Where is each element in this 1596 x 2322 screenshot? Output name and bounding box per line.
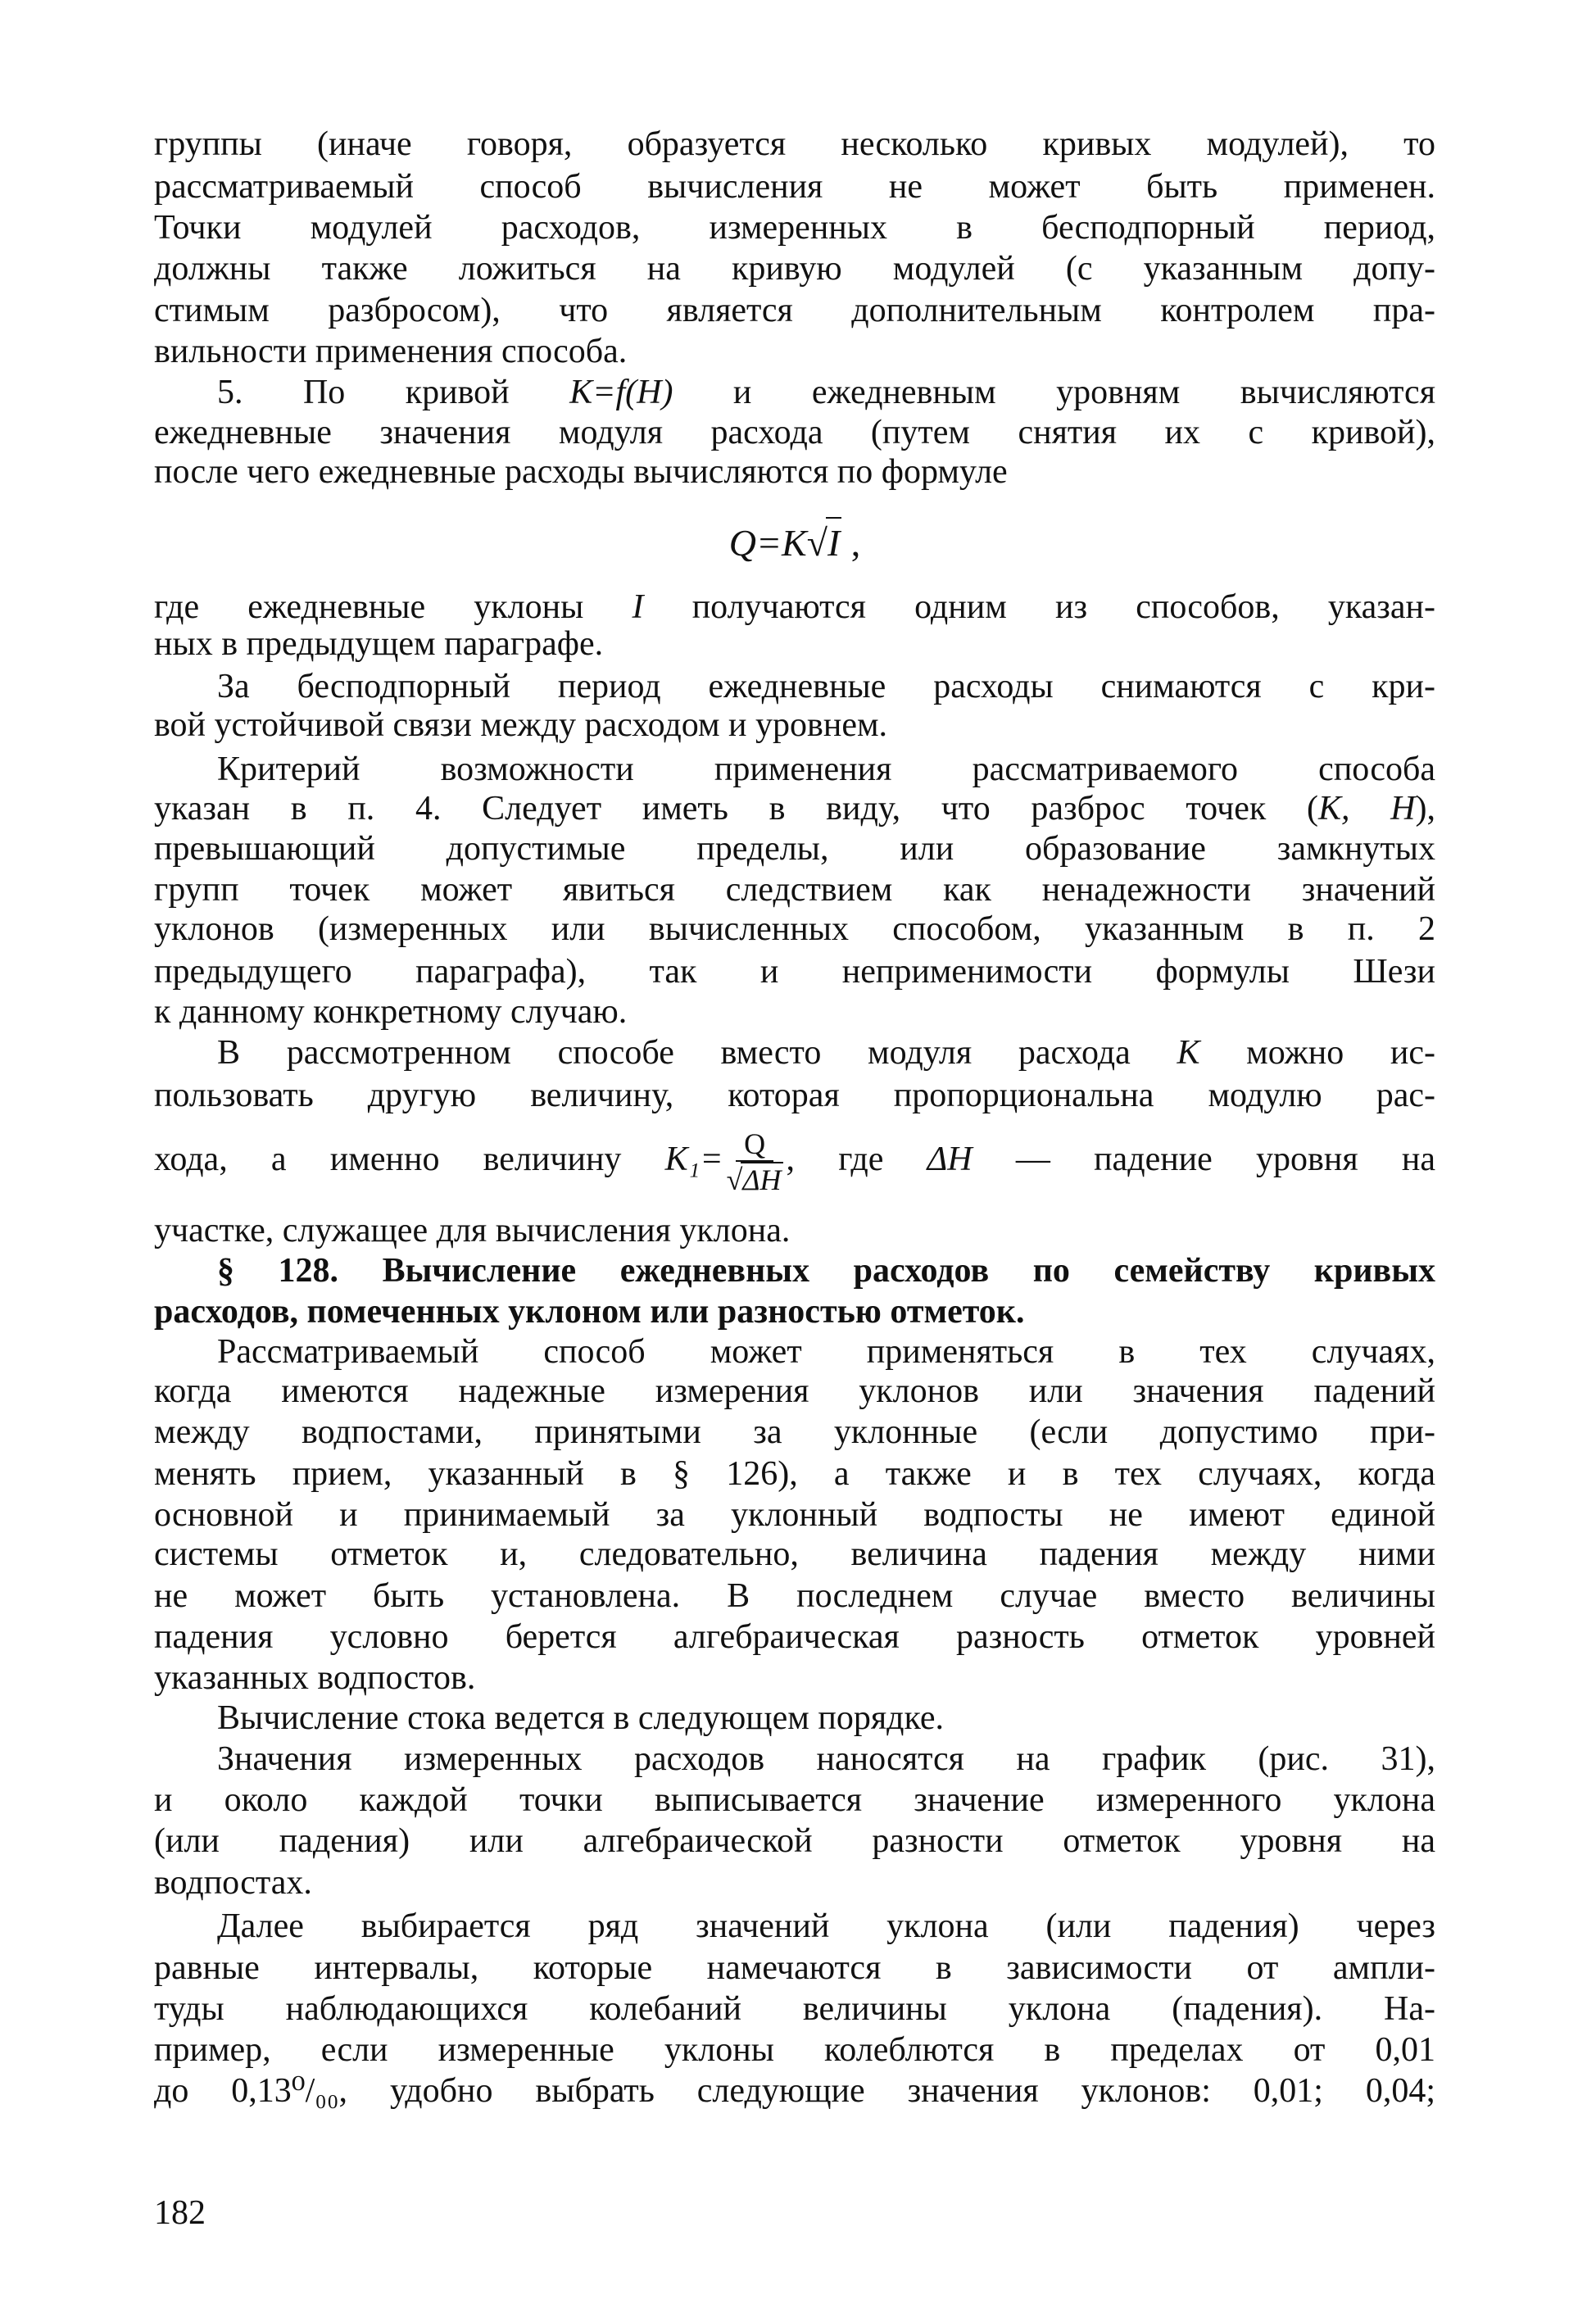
- text-line: Рассматриваемый способ может применяться в тех случаях,: [217, 1333, 1435, 1371]
- text-line: групп точек может явиться следствием как ненадежности значений: [154, 871, 1435, 909]
- text-line: между водпостами, принятыми за уклонные (если допустимо при-: [154, 1413, 1435, 1451]
- math-italic: ΔH: [927, 1141, 973, 1178]
- text-line: и около каждой точки выписывается значение измеренного уклона: [154, 1781, 1435, 1819]
- fraction-numerator: Q: [736, 1127, 773, 1162]
- text-line: Далее выбирается ряд значений уклона (или падения) через: [217, 1907, 1435, 1945]
- text-line: до 0,13⁰/₀₀, удобно выбрать следующие значения уклонов: 0,01; 0,04;: [154, 2072, 1435, 2110]
- text-line: Критерий возможности применения рассматриваемого способа: [217, 751, 1435, 788]
- text-span: и ежедневным уровням вычисляются: [673, 374, 1436, 411]
- text-span: получаются одним из способов, указан-: [643, 588, 1435, 626]
- text-line: превышающий допустимые пределы, или образование замкнутых: [154, 830, 1435, 868]
- text-line: вой устойчивой связи между расходом и уровнем.: [154, 706, 888, 744]
- text-line: [154, 587, 1435, 628]
- text-line: туды наблюдающихся колебаний величины уклона (падения). На-: [154, 1990, 1435, 2028]
- text-line: равные интервалы, которые намечаются в зависимости от ампли-: [154, 1949, 1435, 1987]
- text-span: 5. По кривой: [217, 374, 570, 411]
- text-span: — падение уровня на: [972, 1141, 1436, 1178]
- formula-lhs: K₁=: [664, 1141, 723, 1178]
- text-line: предыдущего параграфа), так и неприменимости формулы Шези: [154, 953, 1435, 991]
- text-line: после чего ежедневные расходы вычисляются по формуле: [154, 453, 1008, 491]
- text-line: [154, 1032, 1435, 1073]
- text-line: указанных водпостов.: [154, 1659, 476, 1697]
- text-line: ежедневные значения модуля расхода (путем снятия их с кривой),: [154, 414, 1435, 451]
- formula-radicand: I: [826, 517, 841, 568]
- text-line: когда имеются надежные измерения уклонов или значения падений: [154, 1372, 1435, 1410]
- text-line: уклонов (измеренных или вычисленных способом, указанным в п. 2: [154, 910, 1435, 948]
- fraction-denominator: [727, 1162, 783, 1196]
- section-heading: расходов, помеченных уклоном или разностью отметок.: [154, 1293, 1025, 1331]
- text-line: Точки модулей расходов, измеренных в бесподпорный период,: [154, 209, 1435, 247]
- text-span: можно ис-: [1199, 1034, 1435, 1072]
- text-span: В рассмотренном способе вместо модуля расхода: [217, 1034, 1177, 1072]
- text-line: рассматриваемый способ вычисления не может быть применен.: [154, 168, 1435, 206]
- text-span: указан в п. 4. Следует иметь в виду, что разброс точек (: [154, 790, 1318, 828]
- text-line: пример, если измеренные уклоны колеблются в пределах от 0,01: [154, 2031, 1435, 2069]
- text-line: (или падения) или алгебраической разности отметок уровня на: [154, 1822, 1435, 1860]
- text-line: менять прием, указанный в § 126), а также и в тех случаях, когда: [154, 1455, 1435, 1493]
- formula-tail: ,: [841, 522, 861, 564]
- fraction: [727, 1127, 783, 1196]
- text-span: хода, а именно величину: [154, 1141, 665, 1178]
- math-italic: I: [632, 588, 644, 626]
- section-heading: § 128. Вычисление ежедневных расходов по семейству кривых: [217, 1252, 1435, 1290]
- text-line: стимым разбросом), что является дополнительным контролем пра-: [154, 292, 1435, 329]
- text-line: водпостах.: [154, 1864, 312, 1902]
- page-number: 182: [154, 2194, 206, 2232]
- text-line: Значения измеренных расходов наносятся на график (рис. 31),: [217, 1740, 1435, 1778]
- text-line: За бесподпорный период ежедневные расходы снимаются с кри-: [217, 668, 1435, 705]
- formula-radicand: ΔH: [742, 1163, 782, 1197]
- math-italic: K, H: [1317, 790, 1416, 828]
- text-span: где ежедневные уклоны: [154, 588, 633, 626]
- text-line: [154, 372, 1435, 413]
- text-line: пользовать другую величину, которая пропорциональна модулю рас-: [154, 1077, 1435, 1114]
- formula-lhs: Q=K: [728, 522, 807, 564]
- sqrt-sign: √: [726, 1163, 743, 1197]
- text-line: системы отметок и, следовательно, величина падения между ними: [154, 1535, 1435, 1573]
- text-line: группы (иначе говоря, образуется несколько кривых модулей), то: [154, 125, 1435, 163]
- math-italic: K=f(H): [569, 374, 673, 411]
- text-span: , где: [786, 1141, 927, 1178]
- text-line: участке, служащее для вычисления уклона.: [154, 1212, 791, 1249]
- text-line: должны также ложиться на кривую модулей (с указанным допу-: [154, 250, 1435, 288]
- text-line: вильности применения способа.: [154, 333, 628, 370]
- text-line: ных в предыдущем параграфе.: [154, 625, 604, 663]
- text-span: ),: [1415, 790, 1435, 828]
- text-line: падения условно берется алгебраическая разность отметок уровней: [154, 1618, 1435, 1656]
- text-line: [154, 788, 1435, 829]
- formula-discharge: [154, 517, 1435, 568]
- text-line: не может быть установлена. В последнем случае вместо величины: [154, 1577, 1435, 1615]
- text-line: к данному конкретному случаю.: [154, 993, 628, 1031]
- math-italic: K: [1177, 1034, 1200, 1072]
- formula-line-k1: [154, 1122, 1435, 1196]
- text-line: Вычисление стока ведется в следующем порядке.: [217, 1699, 945, 1737]
- text-line: основной и принимаемый за уклонный водпосты не имеют единой: [154, 1496, 1435, 1534]
- sqrt-sign: √: [806, 522, 827, 564]
